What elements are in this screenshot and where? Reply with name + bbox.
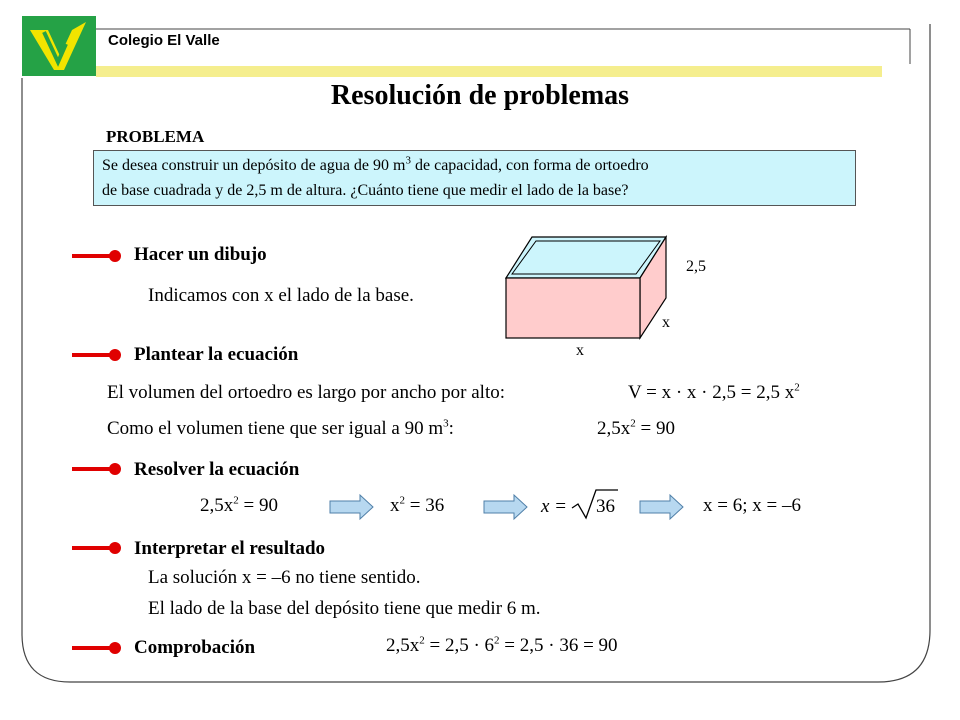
volume-condition: Como el volumen tiene que ser igual a 90 $m^3$: bbox=[107, 417, 454, 439]
figure-label-side-right: x bbox=[662, 314, 670, 331]
bullet-icon bbox=[72, 463, 121, 475]
step-title-plantear: Plantear la ecuación bbox=[134, 344, 299, 365]
solve-step-3-radicand: 36 bbox=[596, 496, 615, 517]
interpret-line-1: La solución x = –6 no tiene sentido. bbox=[148, 567, 421, 588]
arrow-icon bbox=[330, 495, 373, 519]
volume-statement: El volumen del ortoedro es largo por ancho por alto: bbox=[107, 382, 506, 403]
arrow-icon bbox=[484, 495, 527, 519]
problem-line-1: Se desea construir un depósito de agua de 90 $m^3$ de capacidad, con forma de ortoedro bbox=[102, 154, 649, 174]
bullet-icon bbox=[72, 642, 121, 654]
equation: $2,5x^2 = 90$ bbox=[597, 417, 675, 439]
bullet-icon bbox=[72, 250, 121, 262]
problem-line-2: de base cuadrada y de 2,5 m de altura. ¿Cuánto tiene que medir el lado de la base? bbox=[102, 182, 629, 199]
check-equation: $2,5x^2 = 2,5 \cdot 6^2 = 2,5 \cdot 36 = 90$ bbox=[386, 634, 618, 656]
step-title-dibujo: Hacer un dibujo bbox=[134, 244, 267, 265]
step-title-interpretar: Interpretar el resultado bbox=[134, 538, 326, 559]
step-title-comprobacion: Comprobación bbox=[134, 637, 256, 658]
bullet-icon bbox=[72, 542, 121, 554]
solve-step-3-lhs: x = bbox=[541, 496, 568, 517]
interpret-line-2: El lado de la base del depósito tiene que medir 6 m. bbox=[148, 598, 541, 619]
bullet-icon bbox=[72, 349, 121, 361]
figure-label-side-bottom: x bbox=[576, 342, 584, 359]
solve-step-4: x = 6; x = –6 bbox=[703, 495, 801, 516]
page-title: Resolución de problemas bbox=[330, 80, 630, 111]
problem-label: PROBLEMA bbox=[106, 127, 205, 146]
solve-step-2: $x^2 = 36$ bbox=[390, 494, 445, 516]
box-figure bbox=[506, 237, 666, 338]
step-title-resolver: Resolver la ecuación bbox=[134, 459, 300, 480]
figure-label-height: 2,5 bbox=[686, 258, 706, 275]
school-name: Colegio El Valle bbox=[108, 32, 220, 49]
step-text-dibujo: Indicamos con x el lado de la base. bbox=[148, 285, 414, 306]
volume-formula: V = x · x · 2,5 = 2,5 $x^2$ bbox=[628, 381, 800, 403]
arrow-icon bbox=[640, 495, 683, 519]
solve-step-1: $2,5x^2 = 90$ bbox=[200, 494, 278, 516]
